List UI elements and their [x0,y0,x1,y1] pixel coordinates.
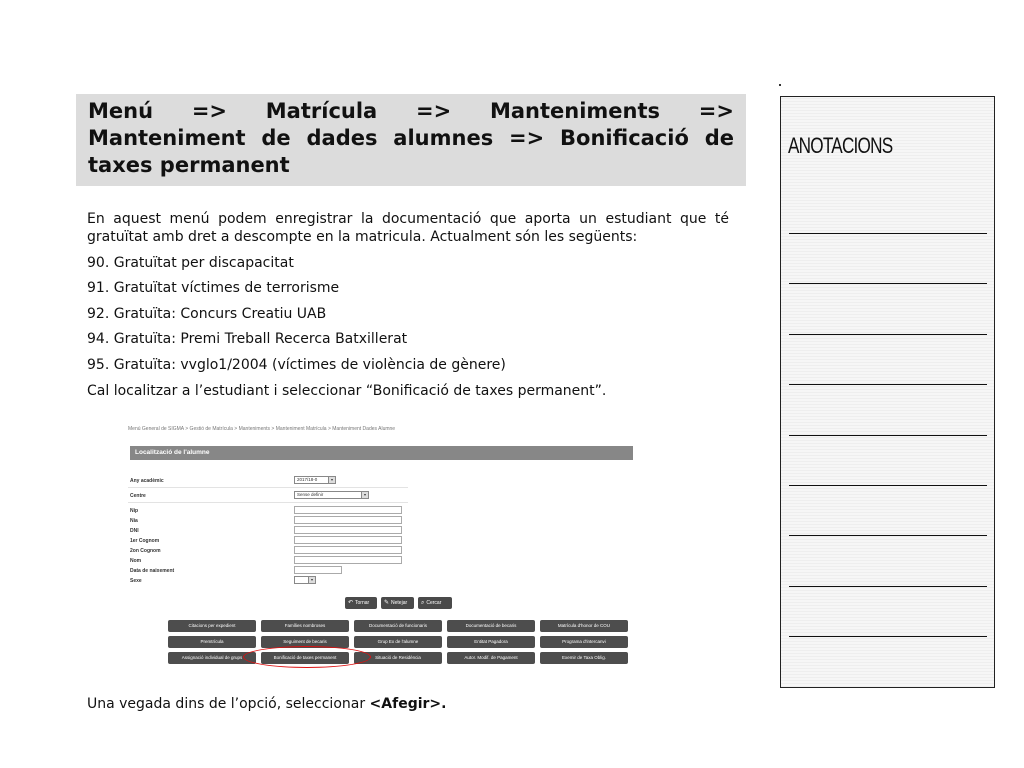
dni-input[interactable] [294,526,402,534]
field-label: Centre [130,493,146,499]
option-button[interactable]: Assignació individual de grups [168,652,256,664]
instruction-text: Cal localitzar a l’estudiant i seleccionar “Bonificació de taxes permanent”. [87,383,607,399]
button-label: Tornar [355,600,370,606]
list-item: 94. Gratuïta: Premi Treball Recerca Batxillerat [87,331,408,347]
field-label: Nip [130,508,139,514]
decorative-dot [779,84,781,86]
search-button[interactable] [418,597,452,609]
option-button[interactable]: Premtrícula [168,636,256,648]
field-label: Any acadèmic [130,478,164,484]
embedded-screenshot [126,424,636,669]
button-label: Cercar [426,600,442,606]
add-keyword: <Afegir>. [369,696,447,712]
surname1-input[interactable] [294,536,402,544]
nia-input[interactable] [294,516,402,524]
nip-input[interactable] [294,506,402,514]
footer-text: Una vegada dins de l’opció, seleccionar [87,696,370,712]
note-line[interactable] [789,334,987,335]
field-label: Data de naixement [130,568,175,574]
note-line[interactable] [789,233,987,234]
annotations-title: ANOTACIONS [788,133,893,158]
centre-select[interactable] [294,491,369,499]
field-label: DNI [130,528,139,534]
panel-header: Localització de l'alumne [130,446,633,460]
note-line[interactable] [789,283,987,284]
option-button[interactable]: Exemir de Taxa Oblig. [540,652,628,664]
option-button[interactable]: Entitat Pagadora [447,636,535,648]
option-button[interactable]: Matrícula d'honor de COU [540,620,628,632]
back-icon: ↶ [348,600,354,606]
list-item: 95. Gratuïta: vvglo1/2004 (víctimes de violència de gènere) [87,357,506,373]
highlight-ellipse [243,646,371,668]
birthdate-input[interactable] [294,566,342,574]
back-button[interactable] [345,597,377,609]
option-button[interactable]: Citacions per expedient [168,620,256,632]
breadcrumb: Menú General de SIGMA > Gestió de Matrícula > Manteniments > Manteniment Matrícula > Manteniment Dades Alumne [128,426,396,432]
option-button[interactable]: Autor. Modif. de Pagament [447,652,535,664]
chevron-down-icon: ▾ [361,492,368,498]
list-item: 91. Gratuïtat víctimes de terrorisme [87,280,340,296]
name-input[interactable] [294,556,402,564]
note-line[interactable] [789,636,987,637]
option-button[interactable]: Documentació de funcionaris [354,620,442,632]
option-button[interactable]: Programa d'intercanvi [540,636,628,648]
divider [128,487,408,488]
field-label: Sexe [130,578,142,584]
chevron-down-icon: ▾ [308,577,315,583]
option-button[interactable]: Documentació de becaris [447,620,535,632]
note-line[interactable] [789,586,987,587]
divider [128,502,408,503]
list-item: 92. Gratuïta: Concurs Creatiu UAB [87,306,327,322]
bonificacio-taxes-button[interactable]: Bonificació de taxes permanent [261,652,349,664]
section-title-box [76,94,746,186]
select-value: 2017/18-0 [297,477,318,482]
footer-instruction [87,696,446,712]
note-line[interactable] [789,435,987,436]
clear-button[interactable] [381,597,414,609]
chevron-down-icon: ▾ [328,477,335,483]
field-label: Nom [130,558,142,564]
field-label: 1er Cognom [130,538,160,544]
academic-year-select[interactable] [294,476,336,484]
intro-paragraph: En aquest menú podem enregistrar la documentació que aporta un estudiant que té gratuïtat amb dret a descompte en la matricula. Actualment són les següents: [87,211,729,245]
option-button[interactable]: Seguiment de becaris [261,636,349,648]
option-button[interactable]: Grup Ex de l'alumne [354,636,442,648]
surname2-input[interactable] [294,546,402,554]
option-button[interactable]: Situació de Residència [354,652,442,664]
page-title: Menú => Matrícula => Manteniments => Manteniment de dades alumnes => Bonificació de taxes permanent [88,99,734,177]
list-item: 90. Gratuïtat per discapacitat [87,255,294,271]
field-label: Nia [130,518,138,524]
option-button[interactable]: Famílies nombroses [261,620,349,632]
sex-select[interactable] [294,576,316,584]
note-line[interactable] [789,485,987,486]
field-label: 2on Cognom [130,548,161,554]
button-label: Netejar [391,600,408,606]
body-text [87,210,729,399]
note-line[interactable] [789,535,987,536]
search-icon: ⌕ [421,600,425,606]
select-value: Sense definir [297,492,324,497]
eraser-icon: ✎ [384,600,390,606]
note-line[interactable] [789,384,987,385]
annotations-panel [780,96,995,688]
